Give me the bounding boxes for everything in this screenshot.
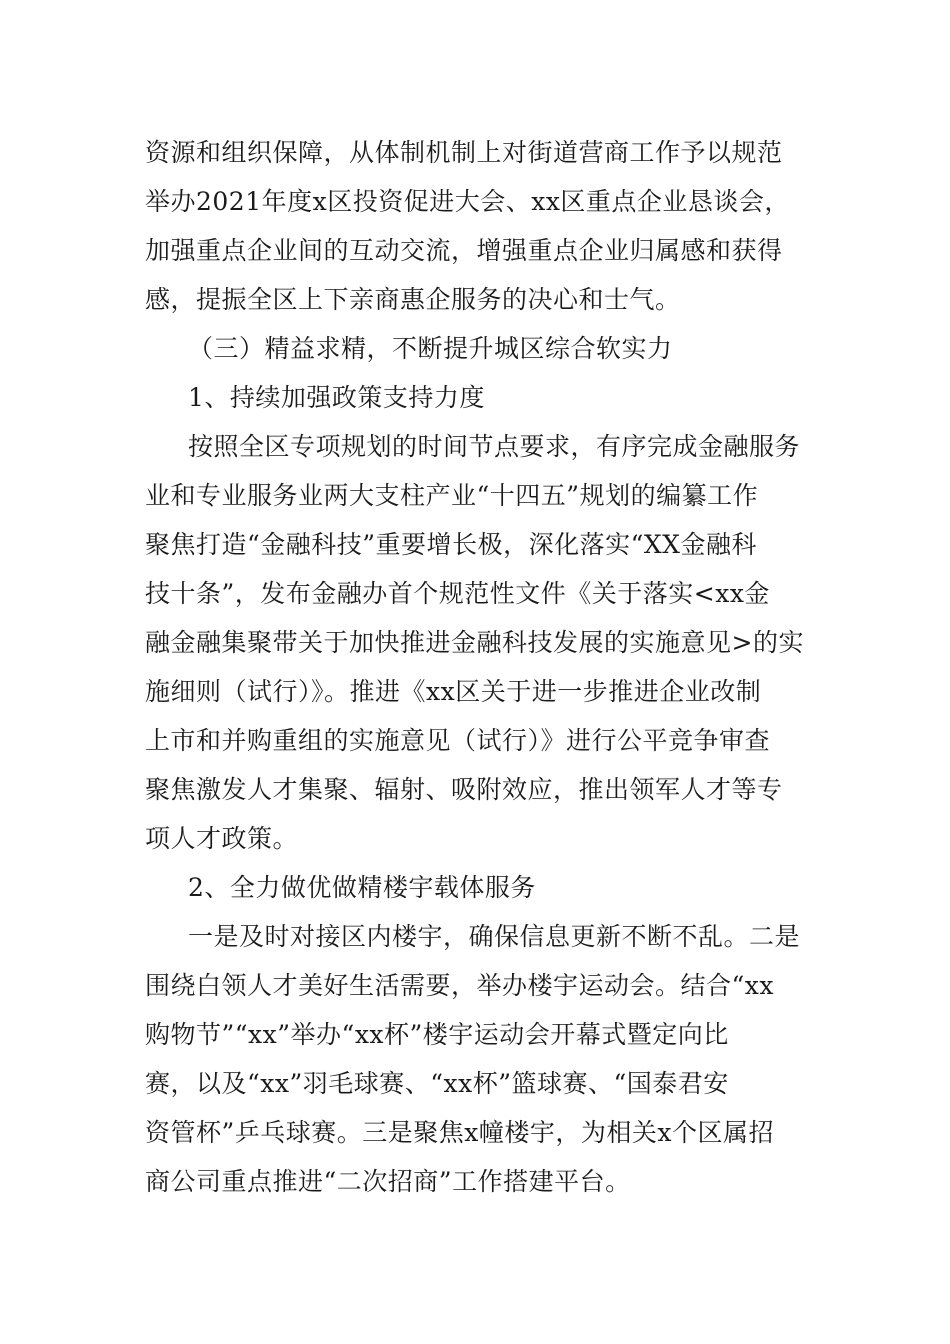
text-line: 购物节”“xx”举办“xx杯”楼宇运动会开幕式暨定向比 [145, 1020, 729, 1049]
text-line: 上市和并购重组的实施意见（试行）》进行公平竞争审查 [145, 726, 771, 755]
text-line: 施细则（试行）》。推进《xx区关于进一步推进企业改制 [145, 677, 762, 706]
text-line: 按照全区专项规划的时间节点要求，有序完成金融服务 [188, 432, 801, 461]
text-line: 资管杯”乒乓球赛。三是聚焦x幢楼宇，为相关x个区属招 [145, 1118, 774, 1147]
text-line: 聚焦打造“金融科技”重要增长极，深化落实“XX金融科 [145, 530, 757, 559]
text-line: 技十条”，发布金融办首个规范性文件《关于落实<xx金 [145, 579, 770, 608]
text-line: 围绕白领人才美好生活需要，举办楼宇运动会。结合“xx [145, 971, 774, 1000]
text-line: 融金融集聚带关于加快推进金融科技发展的实施意见>的实 [145, 628, 804, 657]
subsection-heading: 2、全力做优做精楼宇载体服务 [188, 873, 536, 902]
text-line: 项人才政策。 [145, 824, 299, 853]
text-line: 赛，以及“xx”羽毛球赛、“xx杯”篮球赛、“国泰君安 [145, 1069, 729, 1098]
section-heading: （三）精益求精，不断提升城区综合软实力 [188, 334, 673, 363]
text-line: 一是及时对接区内楼宇，确保信息更新不断不乱。二是 [188, 922, 801, 951]
text-line: 聚焦激发人才集聚、辐射、吸附效应，推出领军人才等专 [145, 775, 783, 804]
text-line: 加强重点企业间的互动交流，增强重点企业归属感和获得 [145, 236, 783, 265]
text-line: 感，提振全区上下亲商惠企服务的决心和士气。 [145, 285, 681, 314]
text-line: 举办2021年度x区投资促进大会、xx区重点企业恳谈会， [145, 187, 790, 216]
text-line: 业和专业服务业两大支柱产业“十四五”规划的编纂工作 [145, 481, 759, 510]
subsection-heading: 1、持续加强政策支持力度 [188, 383, 485, 412]
text-line: 资源和组织保障，从体制机制上对街道营商工作予以规范 [145, 138, 783, 167]
text-line: 商公司重点推进“二次招商”工作搭建平台。 [145, 1167, 631, 1196]
